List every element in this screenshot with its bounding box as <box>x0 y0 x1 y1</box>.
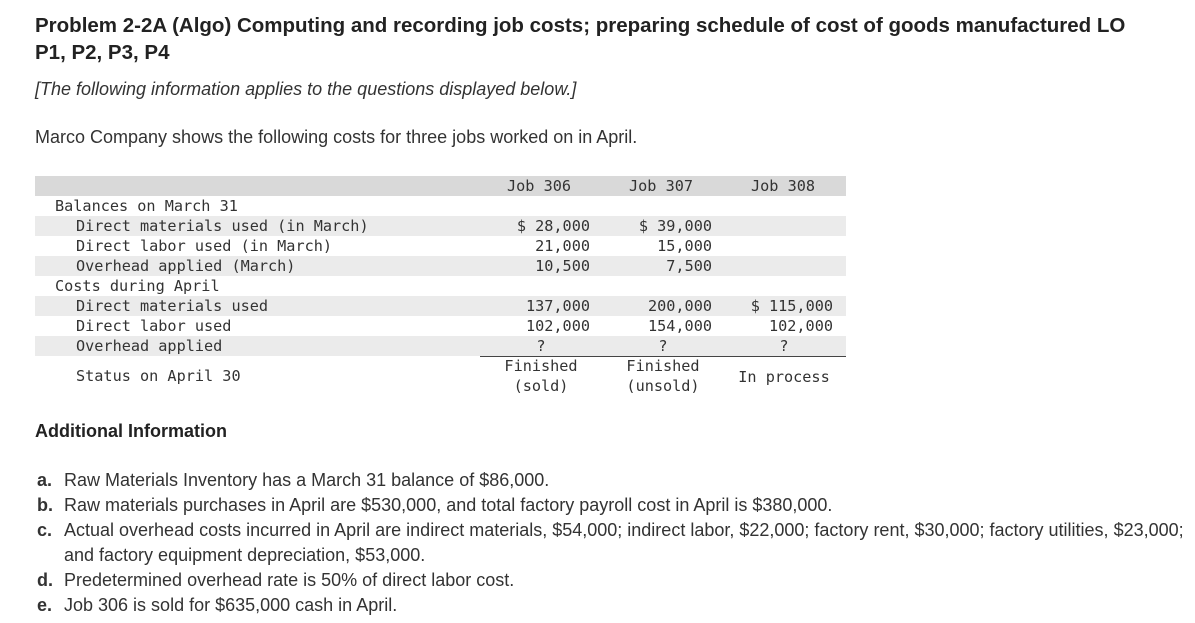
list-item <box>37 568 1187 593</box>
section-label-march: Balances on March 31 <box>55 197 238 215</box>
cell-value: 21,000 <box>535 237 590 255</box>
row-label: Direct labor used <box>76 317 232 335</box>
item-text: Job 306 is sold for $635,000 cash in April. <box>64 595 398 615</box>
item-marker: d. <box>37 570 53 590</box>
cell-value: 137,000 <box>525 297 590 315</box>
item-text: Raw Materials Inventory has a March 31 balance of $86,000. <box>64 470 550 490</box>
item-text: Predetermined overhead rate is 50% of direct labor cost. <box>64 570 515 590</box>
item-marker: e. <box>37 595 53 615</box>
list-item <box>37 468 1187 493</box>
unknown-value: ? <box>536 337 546 355</box>
table-row <box>35 276 846 296</box>
cell-value: 102,000 <box>525 317 590 335</box>
table-row <box>35 236 846 256</box>
row-label: Direct materials used (in March) <box>76 217 369 235</box>
info-note: [The following information applies to the questions displayed below.] <box>35 79 577 99</box>
column-header-job-306: Job 306 <box>507 177 572 195</box>
status-job-307: Finished (unsold) <box>626 357 700 395</box>
row-label: Direct materials used <box>76 297 269 315</box>
item-marker: a. <box>37 470 53 490</box>
item-text: Actual overhead costs incurred in April are indirect materials, $54,000; indirect labor, $22,000; factory rent, $30,000; factory utilities, $23,000; and factory equipment depreciation, $53,000. <box>64 520 1184 565</box>
cell-value: 15,000 <box>657 237 712 255</box>
status-job-308: In process <box>738 368 830 386</box>
list-item <box>37 493 1187 518</box>
row-label: Status on April 30 <box>76 367 241 385</box>
cell-value: $ 115,000 <box>750 297 833 315</box>
table-row <box>35 316 846 336</box>
item-text: Raw materials purchases in April are $530,000, and total factory payroll cost in April is $380,000. <box>64 495 833 515</box>
table-row <box>35 256 846 276</box>
table-row <box>35 296 846 316</box>
section-label-april: Costs during April <box>55 277 220 295</box>
problem-title: Problem 2-2A (Algo) Computing and recording job costs; preparing schedule of cost of goods manufactured LO P1, P2, P3, P4 <box>35 14 1126 64</box>
intro-text: Marco Company shows the following costs for three jobs worked on in April. <box>35 127 638 147</box>
column-header-job-308: Job 308 <box>751 177 816 195</box>
cell-value: 102,000 <box>768 317 833 335</box>
row-label: Overhead applied <box>76 337 223 355</box>
additional-info-heading: Additional Information <box>35 421 227 441</box>
list-item <box>37 518 1187 568</box>
list-item <box>37 593 1187 618</box>
unknown-value: ? <box>779 337 789 355</box>
row-label: Overhead applied (March) <box>76 257 296 275</box>
cell-value: 200,000 <box>647 297 712 315</box>
status-job-306: Finished (sold) <box>504 357 578 395</box>
item-marker: b. <box>37 495 53 515</box>
unknown-value: ? <box>658 337 668 355</box>
cell-value: $ 39,000 <box>638 217 712 235</box>
cell-value: $ 28,000 <box>516 217 590 235</box>
table-header-row <box>35 176 846 196</box>
table-row <box>35 336 846 356</box>
item-marker: c. <box>37 520 53 540</box>
table-row <box>35 216 846 236</box>
additional-info-list <box>37 468 1187 618</box>
row-label: Direct labor used (in March) <box>76 237 333 255</box>
cell-value: 7,500 <box>666 257 712 275</box>
cell-value: 10,500 <box>535 257 590 275</box>
cell-value: 154,000 <box>647 317 712 335</box>
table-row <box>35 196 846 216</box>
column-header-job-307: Job 307 <box>629 177 694 195</box>
status-row <box>35 356 846 398</box>
